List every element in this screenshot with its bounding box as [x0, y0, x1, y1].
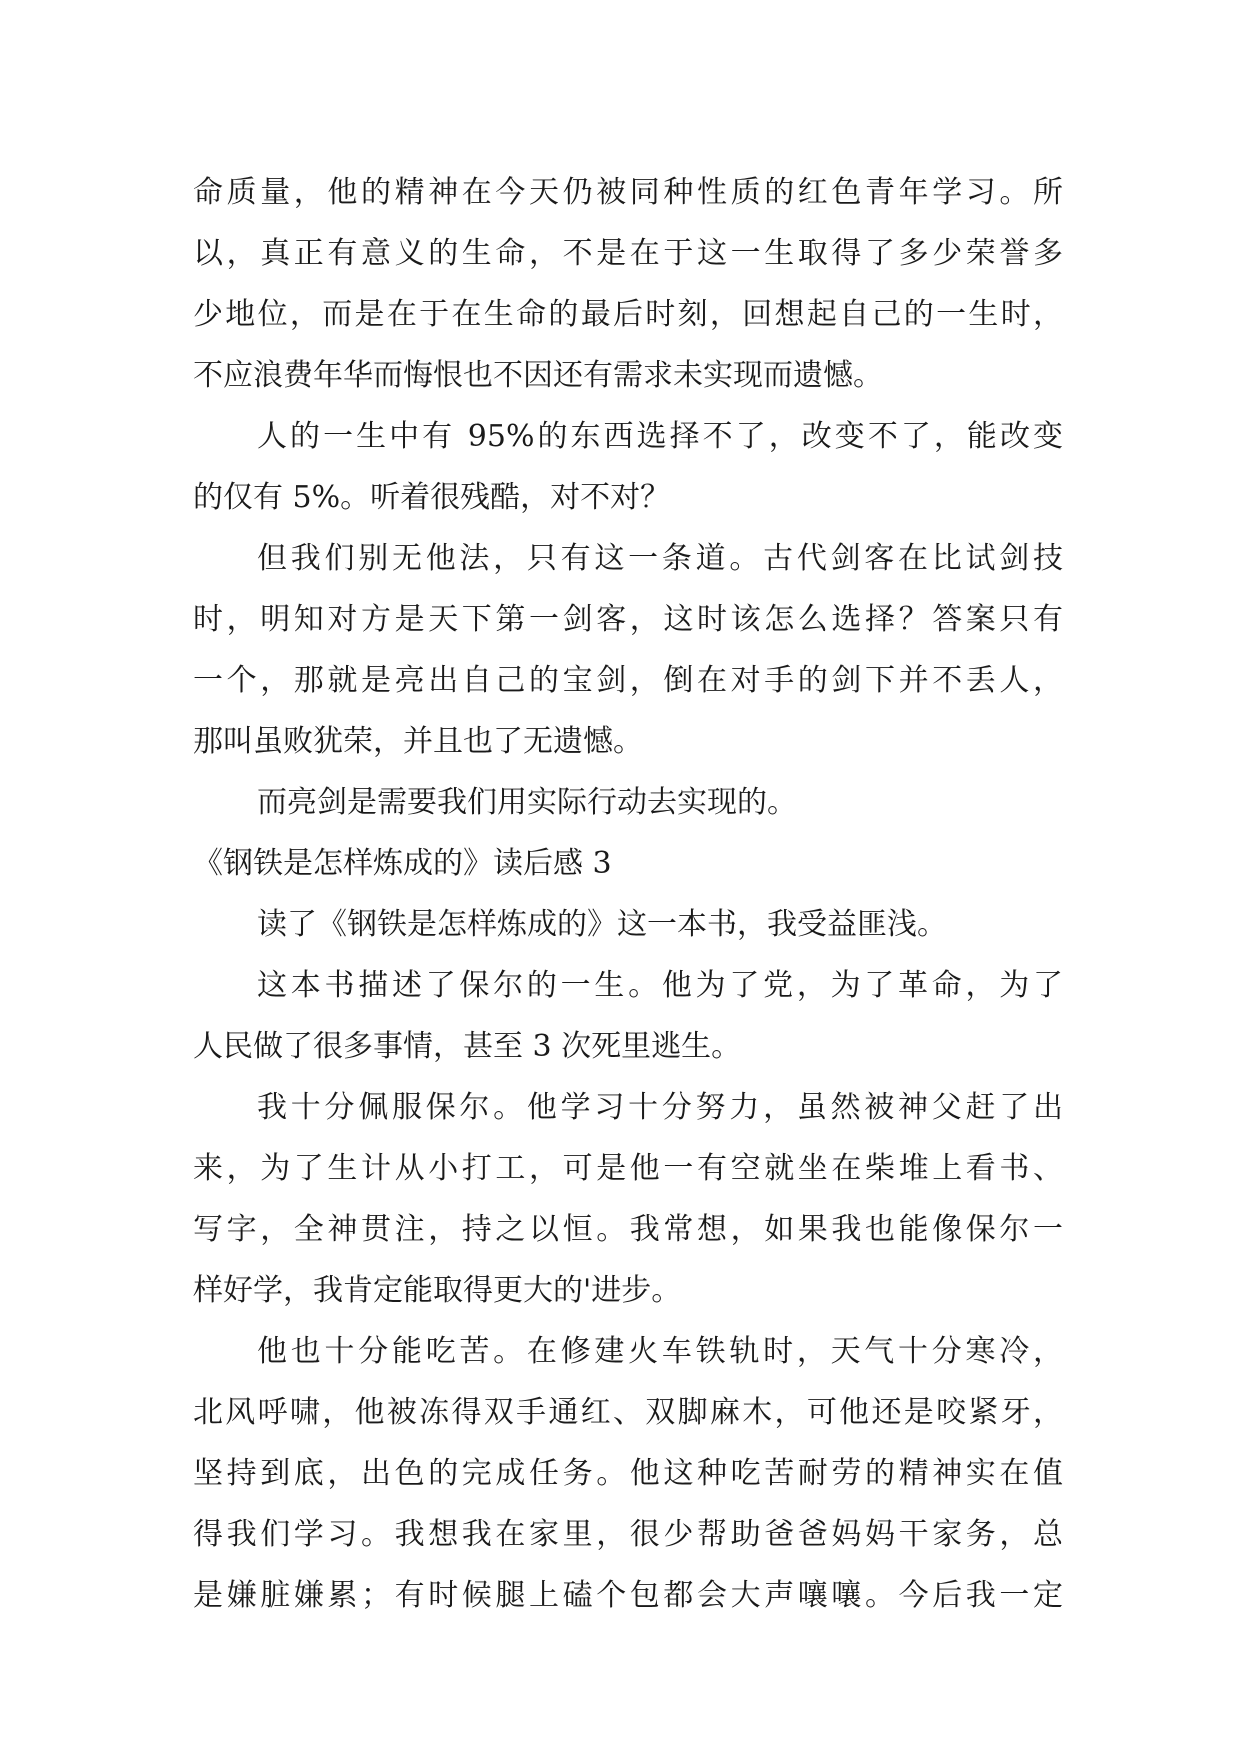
text-line: 得我们学习。我想我在家里，很少帮助爸爸妈妈干家务，总: [193, 1517, 1063, 1552]
text-line: 人民做了很多事情，甚至 3 次死里逃生。: [193, 1029, 742, 1064]
text-line: 人的一生中有 95%的东西选择不了，改变不了，能改变: [257, 419, 1063, 454]
document-body: [193, 162, 1063, 1626]
text-line: 少地位，而是在于在生命的最后时刻，回想起自己的一生时，: [193, 297, 1063, 332]
text-line: 以，真正有意义的生命，不是在于这一生取得了多少荣誉多: [193, 236, 1063, 271]
text-line: 那叫虽败犹荣，并且也了无遗憾。: [193, 724, 643, 759]
text-line: 这本书描述了保尔的一生。他为了党，为了革命，为了: [257, 968, 1063, 1003]
text-line: 但我们别无他法，只有这一条道。古代剑客在比试剑技: [257, 541, 1063, 576]
text-line: 北风呼啸，他被冻得双手通红、双脚麻木，可他还是咬紧牙，: [193, 1395, 1063, 1430]
text-line: 样好学，我肯定能取得更大的'进步。: [193, 1273, 682, 1308]
text-line: 不应浪费年华而悔恨也不因还有需求未实现而遗憾。: [193, 358, 883, 393]
text-line: 而亮剑是需要我们用实际行动去实现的。: [257, 785, 797, 820]
text-line: 他也十分能吃苦。在修建火车铁轨时，天气十分寒冷，: [257, 1334, 1063, 1369]
text-line: 坚持到底，出色的完成任务。他这种吃苦耐劳的精神实在值: [193, 1456, 1063, 1491]
text-line: 写字，全神贯注，持之以恒。我常想，如果我也能像保尔一: [193, 1212, 1063, 1247]
text-line: 来，为了生计从小打工，可是他一有空就坐在柴堆上看书、: [193, 1151, 1063, 1186]
text-line: 的仅有 5%。听着很残酷，对不对？: [193, 480, 671, 515]
text-line: 读了《钢铁是怎样炼成的》这一本书，我受益匪浅。: [257, 907, 947, 942]
text-line: 是嫌脏嫌累；有时候腿上磕个包都会大声嚷嚷。今后我一定: [193, 1578, 1063, 1613]
section-heading: 《钢铁是怎样炼成的》读后感 3: [193, 846, 612, 881]
text-line: 我十分佩服保尔。他学习十分努力，虽然被神父赶了出: [257, 1090, 1063, 1125]
text-line: 命质量，他的精神在今天仍被同种性质的红色青年学习。所: [193, 175, 1063, 210]
text-line: 一个，那就是亮出自己的宝剑，倒在对手的剑下并不丢人，: [193, 663, 1063, 698]
text-line: 时，明知对方是天下第一剑客，这时该怎么选择？答案只有: [193, 602, 1063, 637]
